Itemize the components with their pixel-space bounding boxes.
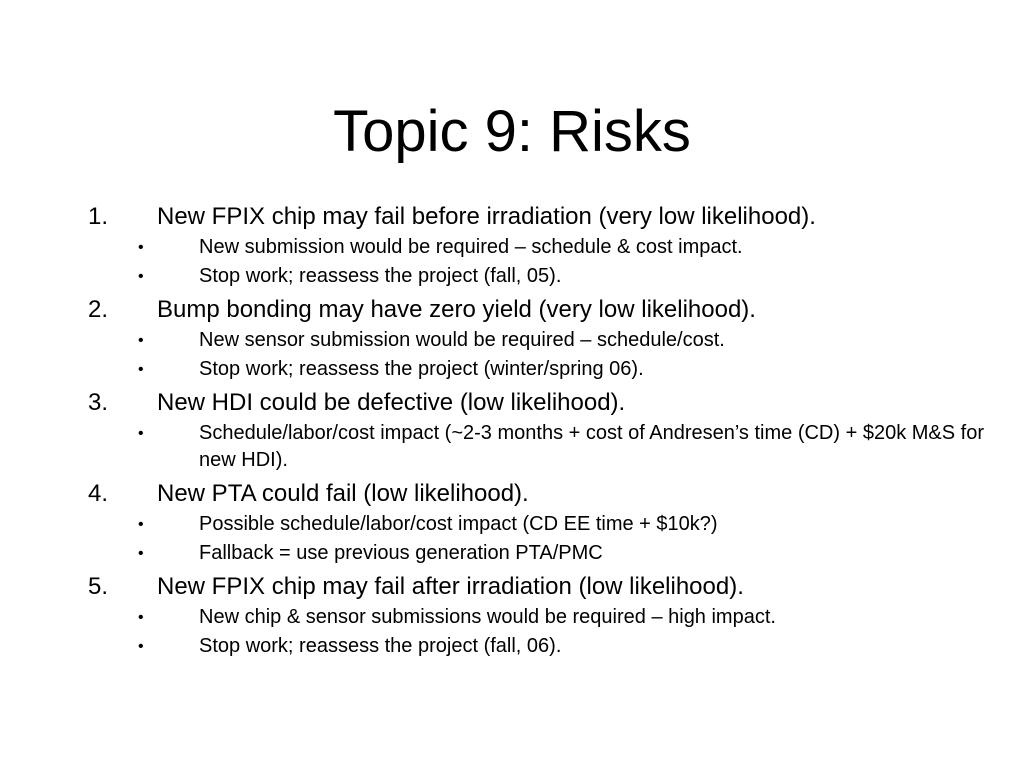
risk-item-number: 2.: [88, 296, 109, 323]
risk-item-number: 3.: [88, 389, 109, 416]
risk-item: [0, 199, 1024, 234]
bullet-icon: •: [138, 609, 144, 626]
risk-subitem: [0, 604, 1024, 633]
risk-item-number: 4.: [88, 480, 109, 507]
bullet-icon: •: [138, 361, 144, 378]
bullet-icon: •: [138, 268, 144, 285]
risk-subitem-text: New chip & sensor submissions would be required – high impact.: [199, 606, 776, 628]
risk-subitem-text: Stop work; reassess the project (fall, 06).: [199, 635, 562, 657]
risk-item-text: New FPIX chip may fail before irradiation (very low likelihood).: [157, 203, 816, 230]
risk-item-text: New FPIX chip may fail after irradiation (low likelihood).: [157, 573, 744, 600]
risk-item-text: New PTA could fail (low likelihood).: [157, 480, 529, 507]
risk-subitem-text: Fallback = use previous generation PTA/PMC: [199, 542, 603, 564]
risk-subitem-text: Stop work; reassess the project (winter/spring 06).: [199, 358, 644, 380]
bullet-icon: •: [138, 425, 144, 442]
risk-item-text: Bump bonding may have zero yield (very low likelihood).: [157, 296, 756, 323]
risk-item: [0, 569, 1024, 604]
risk-subitem: [0, 234, 1024, 263]
risk-item-number: 5.: [88, 573, 109, 600]
bullet-icon: •: [138, 638, 144, 655]
risk-subitem-text: Possible schedule/labor/cost impact (CD EE time + $10k?): [199, 513, 718, 535]
risk-subitem-text: Stop work; reassess the project (fall, 05).: [199, 265, 562, 287]
risk-item-text: New HDI could be defective (low likelihood).: [157, 389, 626, 416]
slide-title: Topic 9: Risks: [333, 99, 691, 164]
risk-item-number: 1.: [88, 203, 109, 230]
bullet-icon: •: [138, 239, 144, 256]
risk-subitem: [0, 540, 1024, 569]
risk-subitem-text: Schedule/labor/cost impact (~2-3 months + cost of Andresen’s time (CD) + $20k M&S for new HDI).: [199, 422, 984, 471]
risk-subitem: [0, 511, 1024, 540]
risk-subitem: [0, 633, 1024, 662]
risk-subitem: [0, 420, 1024, 476]
risk-subitem: [0, 263, 1024, 292]
risk-list: [0, 199, 1024, 662]
bullet-icon: •: [138, 545, 144, 562]
risk-subitem: [0, 356, 1024, 385]
risk-subitem-text: New sensor submission would be required – schedule/cost.: [199, 329, 725, 351]
risk-item: [0, 385, 1024, 420]
risk-item: [0, 292, 1024, 327]
bullet-icon: •: [138, 332, 144, 349]
risk-subitem: [0, 327, 1024, 356]
bullet-icon: •: [138, 516, 144, 533]
risk-item: [0, 476, 1024, 511]
risk-subitem-text: New submission would be required – schedule & cost impact.: [199, 236, 743, 258]
